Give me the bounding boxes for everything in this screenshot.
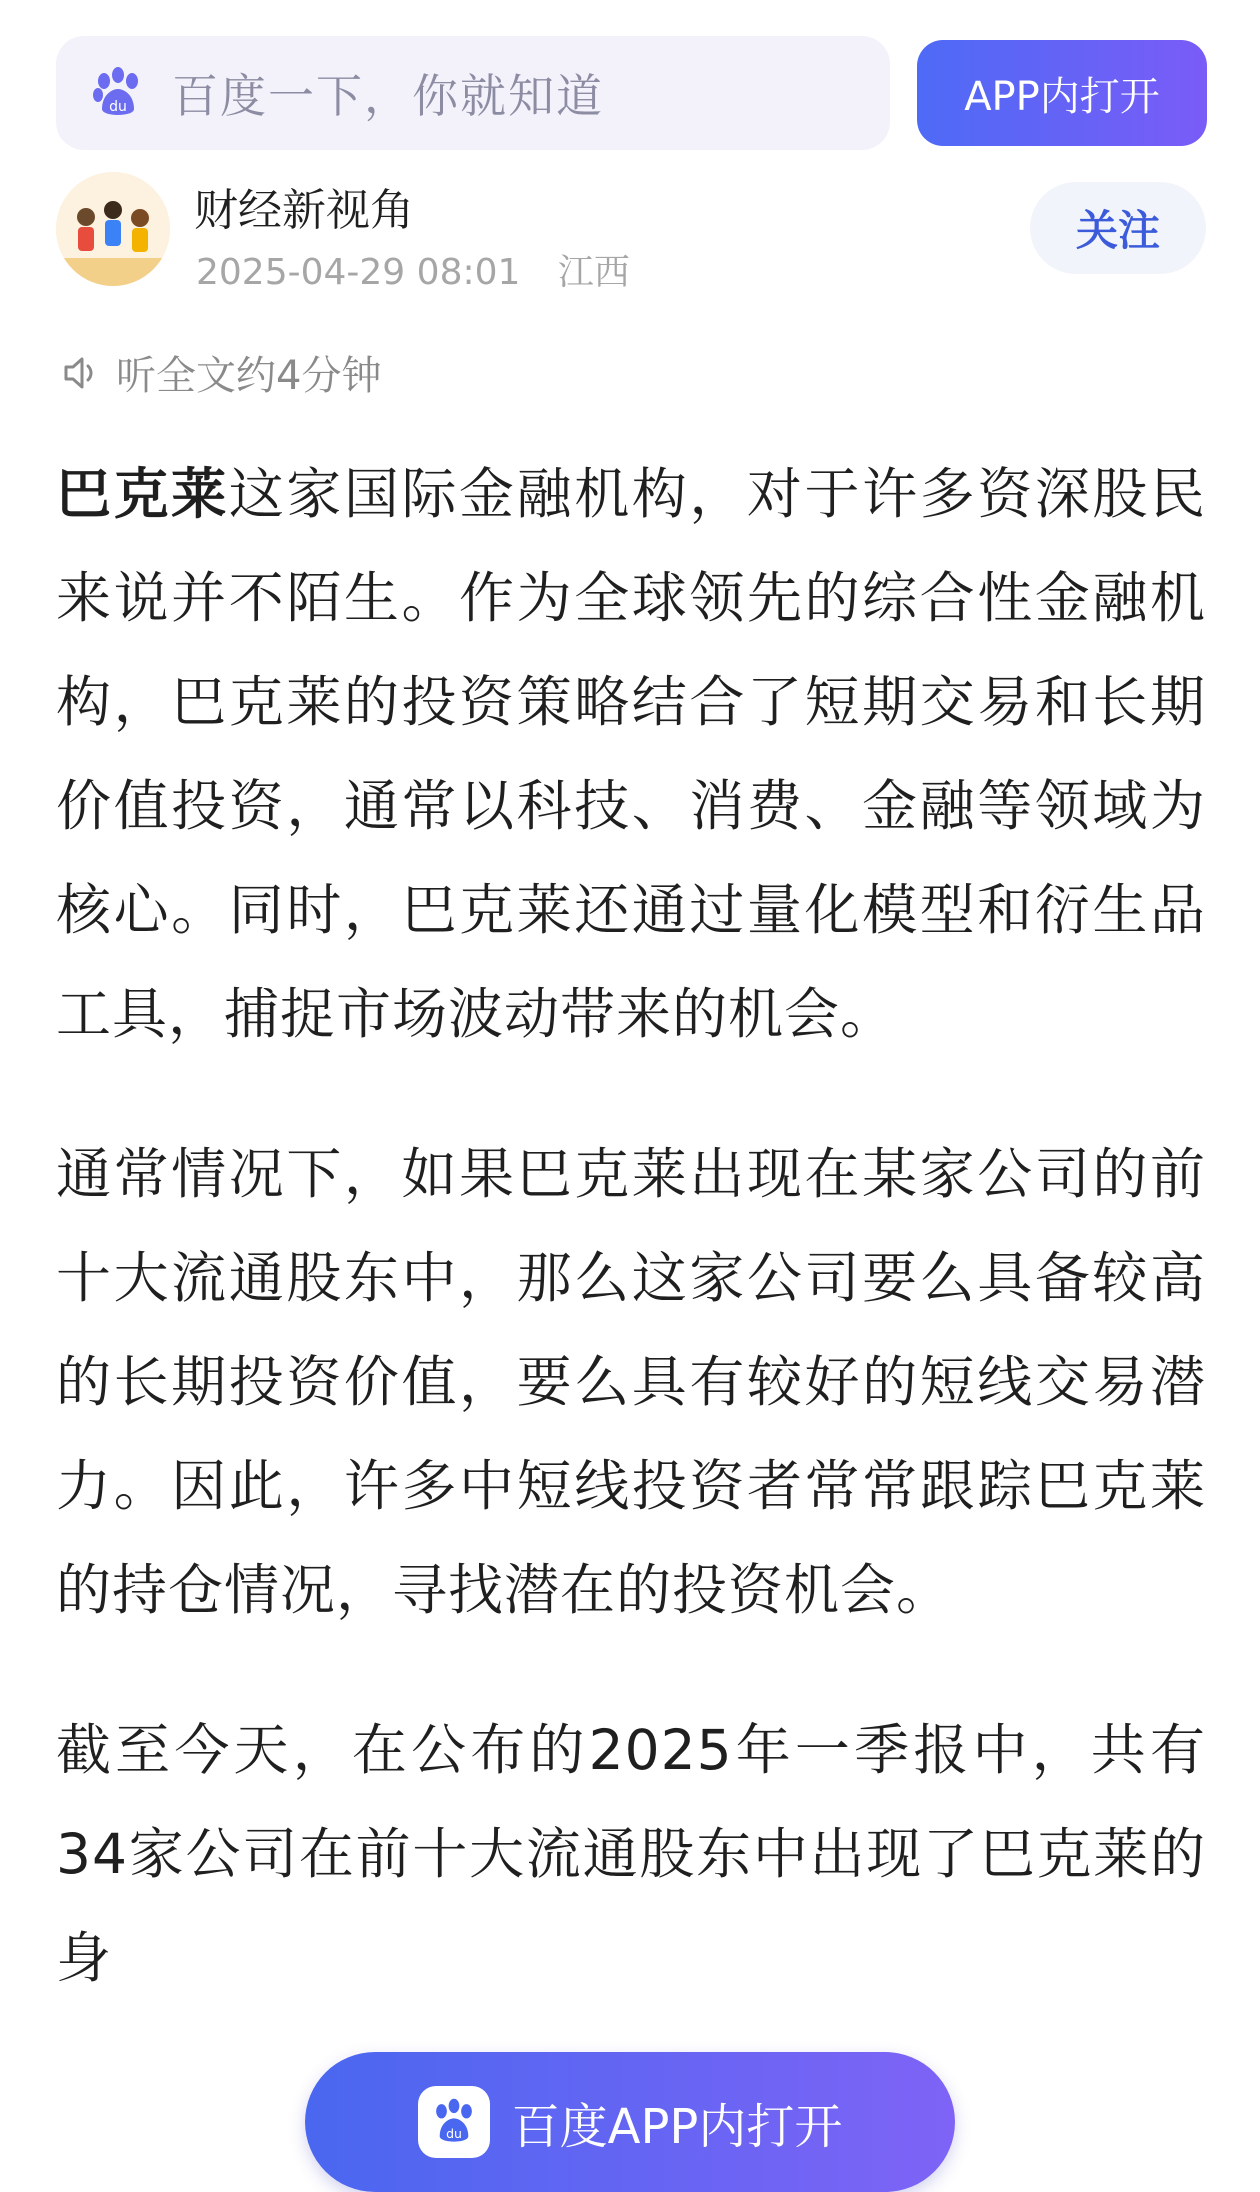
author-name[interactable]: 财经新视角 [194,185,414,236]
open-in-app-button[interactable]: APP内打开 [917,40,1207,146]
article-paragraph: 截至今天，在公布的2025年一季报中，共有34家公司在前十大流通股东中出现了巴克莱的身 [56,1718,1206,1990]
author-row [56,172,1206,292]
keyword-link[interactable]: 巴克莱 [56,462,229,526]
listen-label: 听全文约4分钟 [116,353,382,399]
search-box[interactable] [56,36,890,150]
follow-button[interactable]: 关注 [1030,182,1206,274]
baidu-paw-icon [90,65,146,121]
publish-date: 2025-04-29 08:01 [196,252,521,293]
article-paragraph: 巴克莱这家国际金融机构，对于许多资深股民来说并不陌生。作为全球领先的综合性金融机构，巴克莱的投资策略结合了短期交易和长期价值投资，通常以科技、消费、金融等领域为核心。同时，巴克莱还通过量化模型和衍生品工具，捕捉市场波动带来的机会。 [56,462,1206,1046]
svg-text:du: du [109,99,127,115]
publish-location: 江西 [557,252,630,293]
author-meta [196,244,630,295]
search-placeholder: 百度一下，你就知道 [172,69,604,123]
speaker-icon [60,351,104,395]
baidu-logo-icon [418,2086,490,2158]
article-body [56,442,1206,2066]
svg-text:du: du [445,2126,462,2142]
top-bar [0,0,1260,170]
open-baidu-app-button[interactable] [305,2052,955,2192]
article-paragraph: 通常情况下，如果巴克莱出现在某家公司的前十大流通股东中，那么这家公司要么具备较高的长期投资价值，要么具有较好的短线交易潜力。因此，许多中短线投资者常常跟踪巴克莱的持仓情况，寻找潜在的投资机会。 [56,1142,1206,1622]
listen-article-button[interactable] [60,344,381,401]
bottom-cta-label: 百度APP内打开 [511,2098,843,2155]
avatar-image-icon [56,172,170,286]
avatar[interactable] [56,172,170,286]
